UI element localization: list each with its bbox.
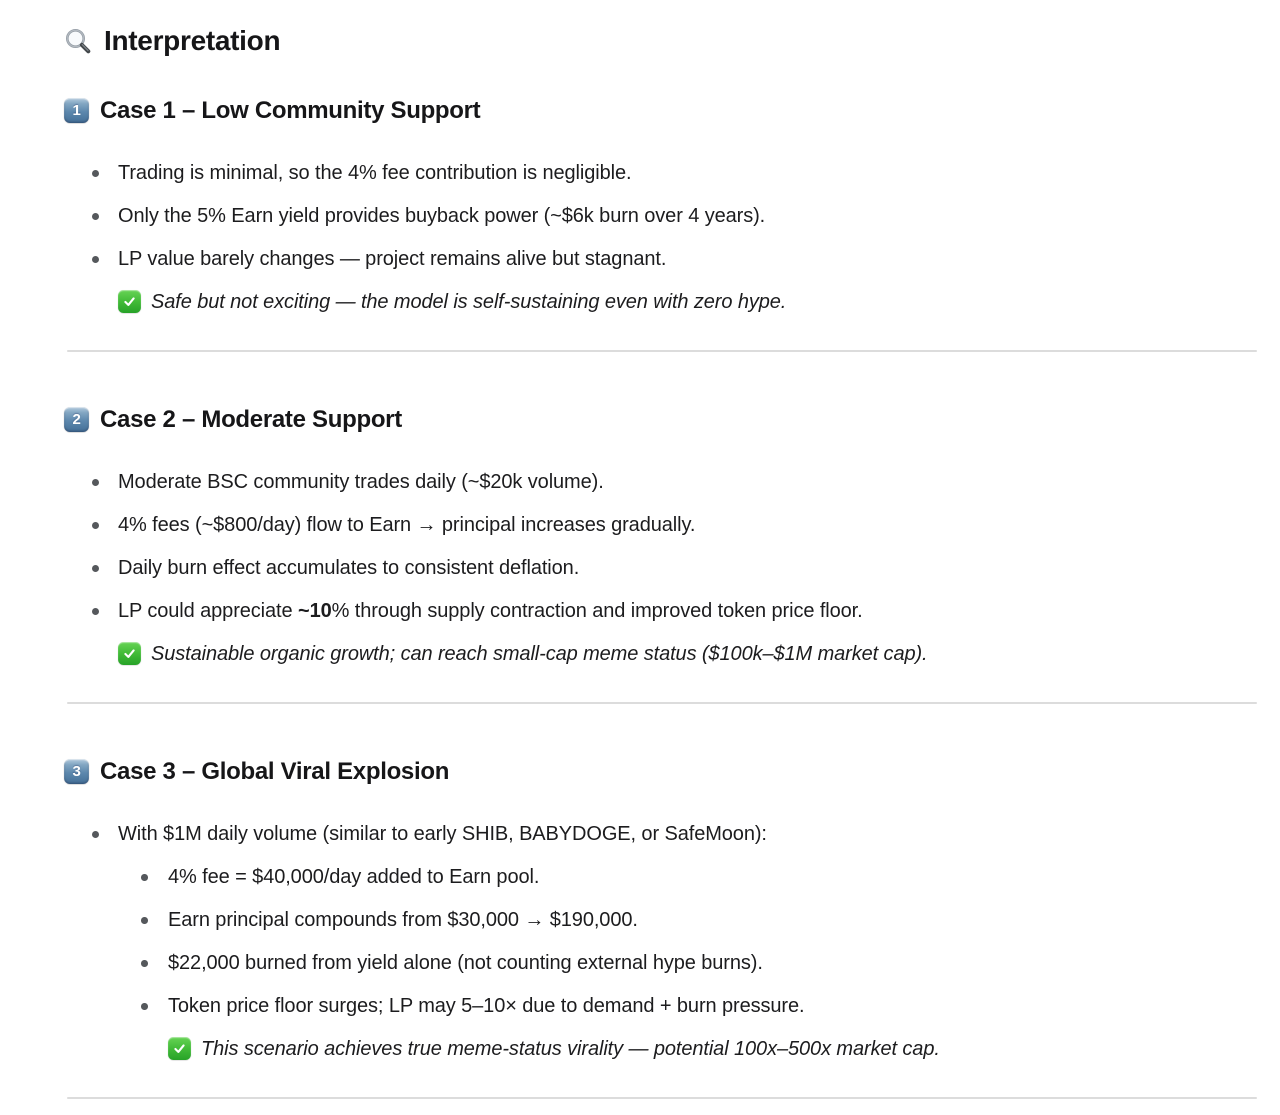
case-1-bullet-list xyxy=(64,159,1257,273)
list-item xyxy=(64,863,1257,891)
list-item-text: Moderate BSC community trades daily (~$20k volume). xyxy=(118,471,604,493)
bullet-dot xyxy=(92,479,99,486)
case-1-heading xyxy=(64,97,1257,124)
page-title xyxy=(64,26,1257,56)
list-item-text: With $1M daily volume (similar to early SHIB, BABYDOGE, or SafeMoon): xyxy=(118,823,767,845)
list-item xyxy=(64,906,1257,934)
case-2-heading-text: Case 2 – Moderate Support xyxy=(100,406,402,433)
bullet-dot xyxy=(141,1003,148,1010)
case-3-heading xyxy=(64,758,1257,785)
list-item-text: Only the 5% Earn yield provides buyback power (~$6k burn over 4 years). xyxy=(118,205,766,227)
case-2-heading xyxy=(64,406,1257,433)
bullet-dot xyxy=(92,170,99,177)
check-mark-icon xyxy=(118,290,141,313)
case-1-heading-text: Case 1 – Low Community Support xyxy=(100,97,481,124)
section-case-3 xyxy=(64,704,1257,1063)
magnifying-glass-icon xyxy=(64,27,93,56)
page-title-text: Interpretation xyxy=(104,25,281,56)
section-case-1 xyxy=(64,97,1257,316)
section-divider xyxy=(67,1097,1257,1099)
list-item xyxy=(64,245,1257,273)
bullet-dot xyxy=(92,608,99,615)
check-mark-icon xyxy=(118,642,141,665)
check-mark-icon xyxy=(168,1037,191,1060)
bullet-dot xyxy=(141,917,148,924)
list-item xyxy=(64,820,1257,848)
case-2-verdict-text: Sustainable organic growth; can reach small-cap meme status ($100k–$1M market cap). xyxy=(151,643,928,665)
list-item-text: Daily burn effect accumulates to consistent deflation. xyxy=(118,557,580,579)
list-item-text: 4% fee = $40,000/day added to Earn pool. xyxy=(168,866,540,888)
list-item-text: 4% fees (~$800/day) flow to Earn → principal increases gradually. xyxy=(118,514,696,536)
list-item-text: LP could appreciate ~10% through supply contraction and improved token price floor. xyxy=(118,600,863,622)
list-item xyxy=(64,511,1257,539)
list-item-text: LP value barely changes — project remains alive but stagnant. xyxy=(118,248,667,270)
list-item xyxy=(64,202,1257,230)
keycap-2-icon: 2 xyxy=(64,407,89,432)
case-1-verdict-text: Safe but not exciting — the model is self-sustaining even with zero hype. xyxy=(151,291,787,313)
case-2-verdict-line xyxy=(118,640,1257,668)
case-1-verdict-line xyxy=(118,288,1257,316)
list-item-text: Earn principal compounds from $30,000 → $190,000. xyxy=(168,909,638,931)
bullet-dot xyxy=(92,522,99,529)
bullet-dot xyxy=(141,960,148,967)
list-item-text: Trading is minimal, so the 4% fee contribution is negligible. xyxy=(118,162,632,184)
case-3-heading-text: Case 3 – Global Viral Explosion xyxy=(100,758,450,785)
bullet-dot xyxy=(141,874,148,881)
keycap-3-icon: 3 xyxy=(64,759,89,784)
case-3-verdict-text: This scenario achieves true meme-status virality — potential 100x–500x market cap. xyxy=(201,1038,940,1060)
bullet-dot xyxy=(92,831,99,838)
case-2-bullet-list xyxy=(64,468,1257,625)
list-item xyxy=(64,468,1257,496)
bullet-dot xyxy=(92,565,99,572)
list-item-text: Token price floor surges; LP may 5–10× due to demand + burn pressure. xyxy=(168,995,805,1017)
list-item-text: $22,000 burned from yield alone (not counting external hype burns). xyxy=(168,952,763,974)
list-item xyxy=(64,597,1257,625)
bullet-dot xyxy=(92,256,99,263)
list-item xyxy=(64,949,1257,977)
list-item xyxy=(64,554,1257,582)
case-3-verdict-line xyxy=(168,1035,1257,1063)
section-case-2 xyxy=(64,352,1257,668)
bullet-dot xyxy=(92,213,99,220)
list-item xyxy=(64,992,1257,1020)
case-3-bullet-list xyxy=(64,820,1257,1020)
keycap-1-icon: 1 xyxy=(64,98,89,123)
list-item xyxy=(64,159,1257,187)
